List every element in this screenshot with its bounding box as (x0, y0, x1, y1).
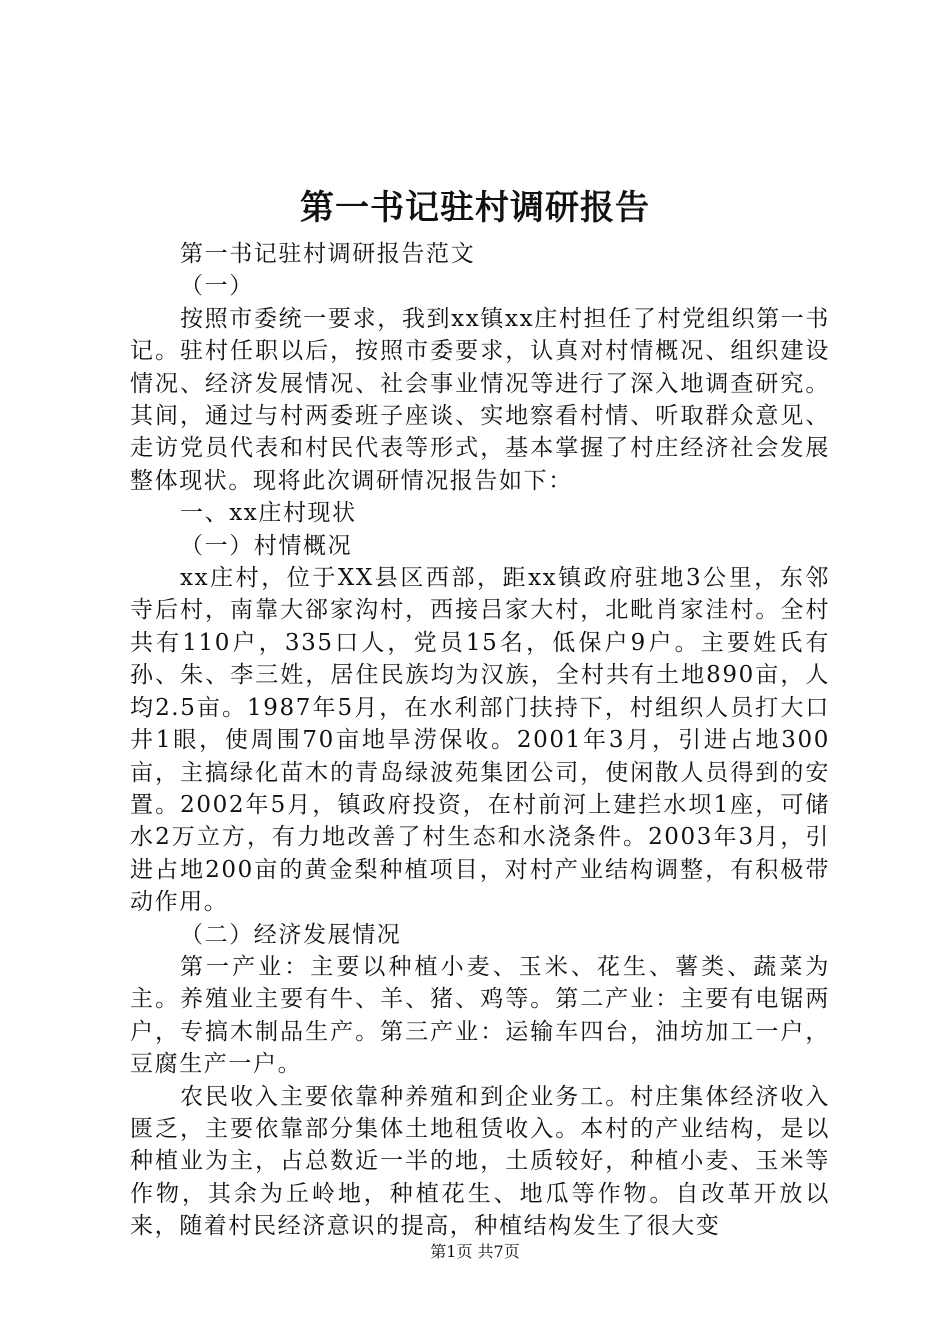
subsection-heading: （二）经济发展情况 (180, 921, 402, 948)
subtitle-paragraph: 第一书记驻村调研报告范文 (180, 241, 476, 267)
document-title: 第一书记驻村调研报告 (300, 188, 650, 228)
section-number: （一） (180, 273, 254, 300)
village-overview-paragraph: xx庄村，位于XX县区西部，距xx镇政府驻地3公里，东邻寺后村，南靠大郤家沟村，西接吕家大村，北毗肖家洼村。全村共有110户，335口人，党员15名，低保户9户。主要姓氏有孙、朱、李三姓，居住民族均为汉族，全村共有土地890亩，人均2.5亩。1987年5月，在水利部门扶持下，村组织人员打大口井1眼，使周围70亩地旱涝保收。2001年3月，引进占地300亩，主搞绿化苗木的青岛绿波苑集团公司，使闲散人员得到的安置。2002年5月，镇政府投资，在村前河上建拦水坝1座，可储水2万立方，有力地改善了村生态和水浇条件。2003年3月，引进占地200亩的黄金梨种植项目，对村产业结构调整，有积极带动作用。 (130, 565, 830, 916)
page-footer: 第1页 共7页 (430, 1242, 520, 1261)
document-body (130, 238, 830, 1243)
section-heading: 一、xx庄村现状 (180, 500, 357, 527)
industry-paragraph: 第一产业：主要以种植小麦、玉米、花生、薯类、蔬菜为主。养殖业主要有牛、羊、猪、鸡等。第二产业：主要有电锯两户，专搞木制品生产。第三产业：运输车四台，油坊加工一户，豆腐生产一户。 (130, 953, 830, 1078)
income-paragraph: 农民收入主要依靠种养殖和到企业务工。村庄集体经济收入匮乏，主要依靠部分集体土地租赁收入。本村的产业结构，是以种植业为主，占总数近一半的地，土质较好，种植小麦、玉米等作物，其余为丘岭地，种植花生、地瓜等作物。自改革开放以来，随着村民经济意识的提高，种植结构发生了很大变 (130, 1083, 830, 1240)
intro-paragraph: 按照市委统一要求，我到xx镇xx庄村担任了村党组织第一书记。驻村任职以后，按照市委要求，认真对村情概况、组织建设情况、经济发展情况、社会事业情况等进行了深入地调查研究。其间，通过与村两委班子座谈、实地察看村情、听取群众意见、走访党员代表和村民代表等形式，基本掌握了村庄经济社会发展整体现状。现将此次调研情况报告如下： (130, 305, 830, 494)
subsection-heading: （一）村情概况 (180, 532, 353, 559)
